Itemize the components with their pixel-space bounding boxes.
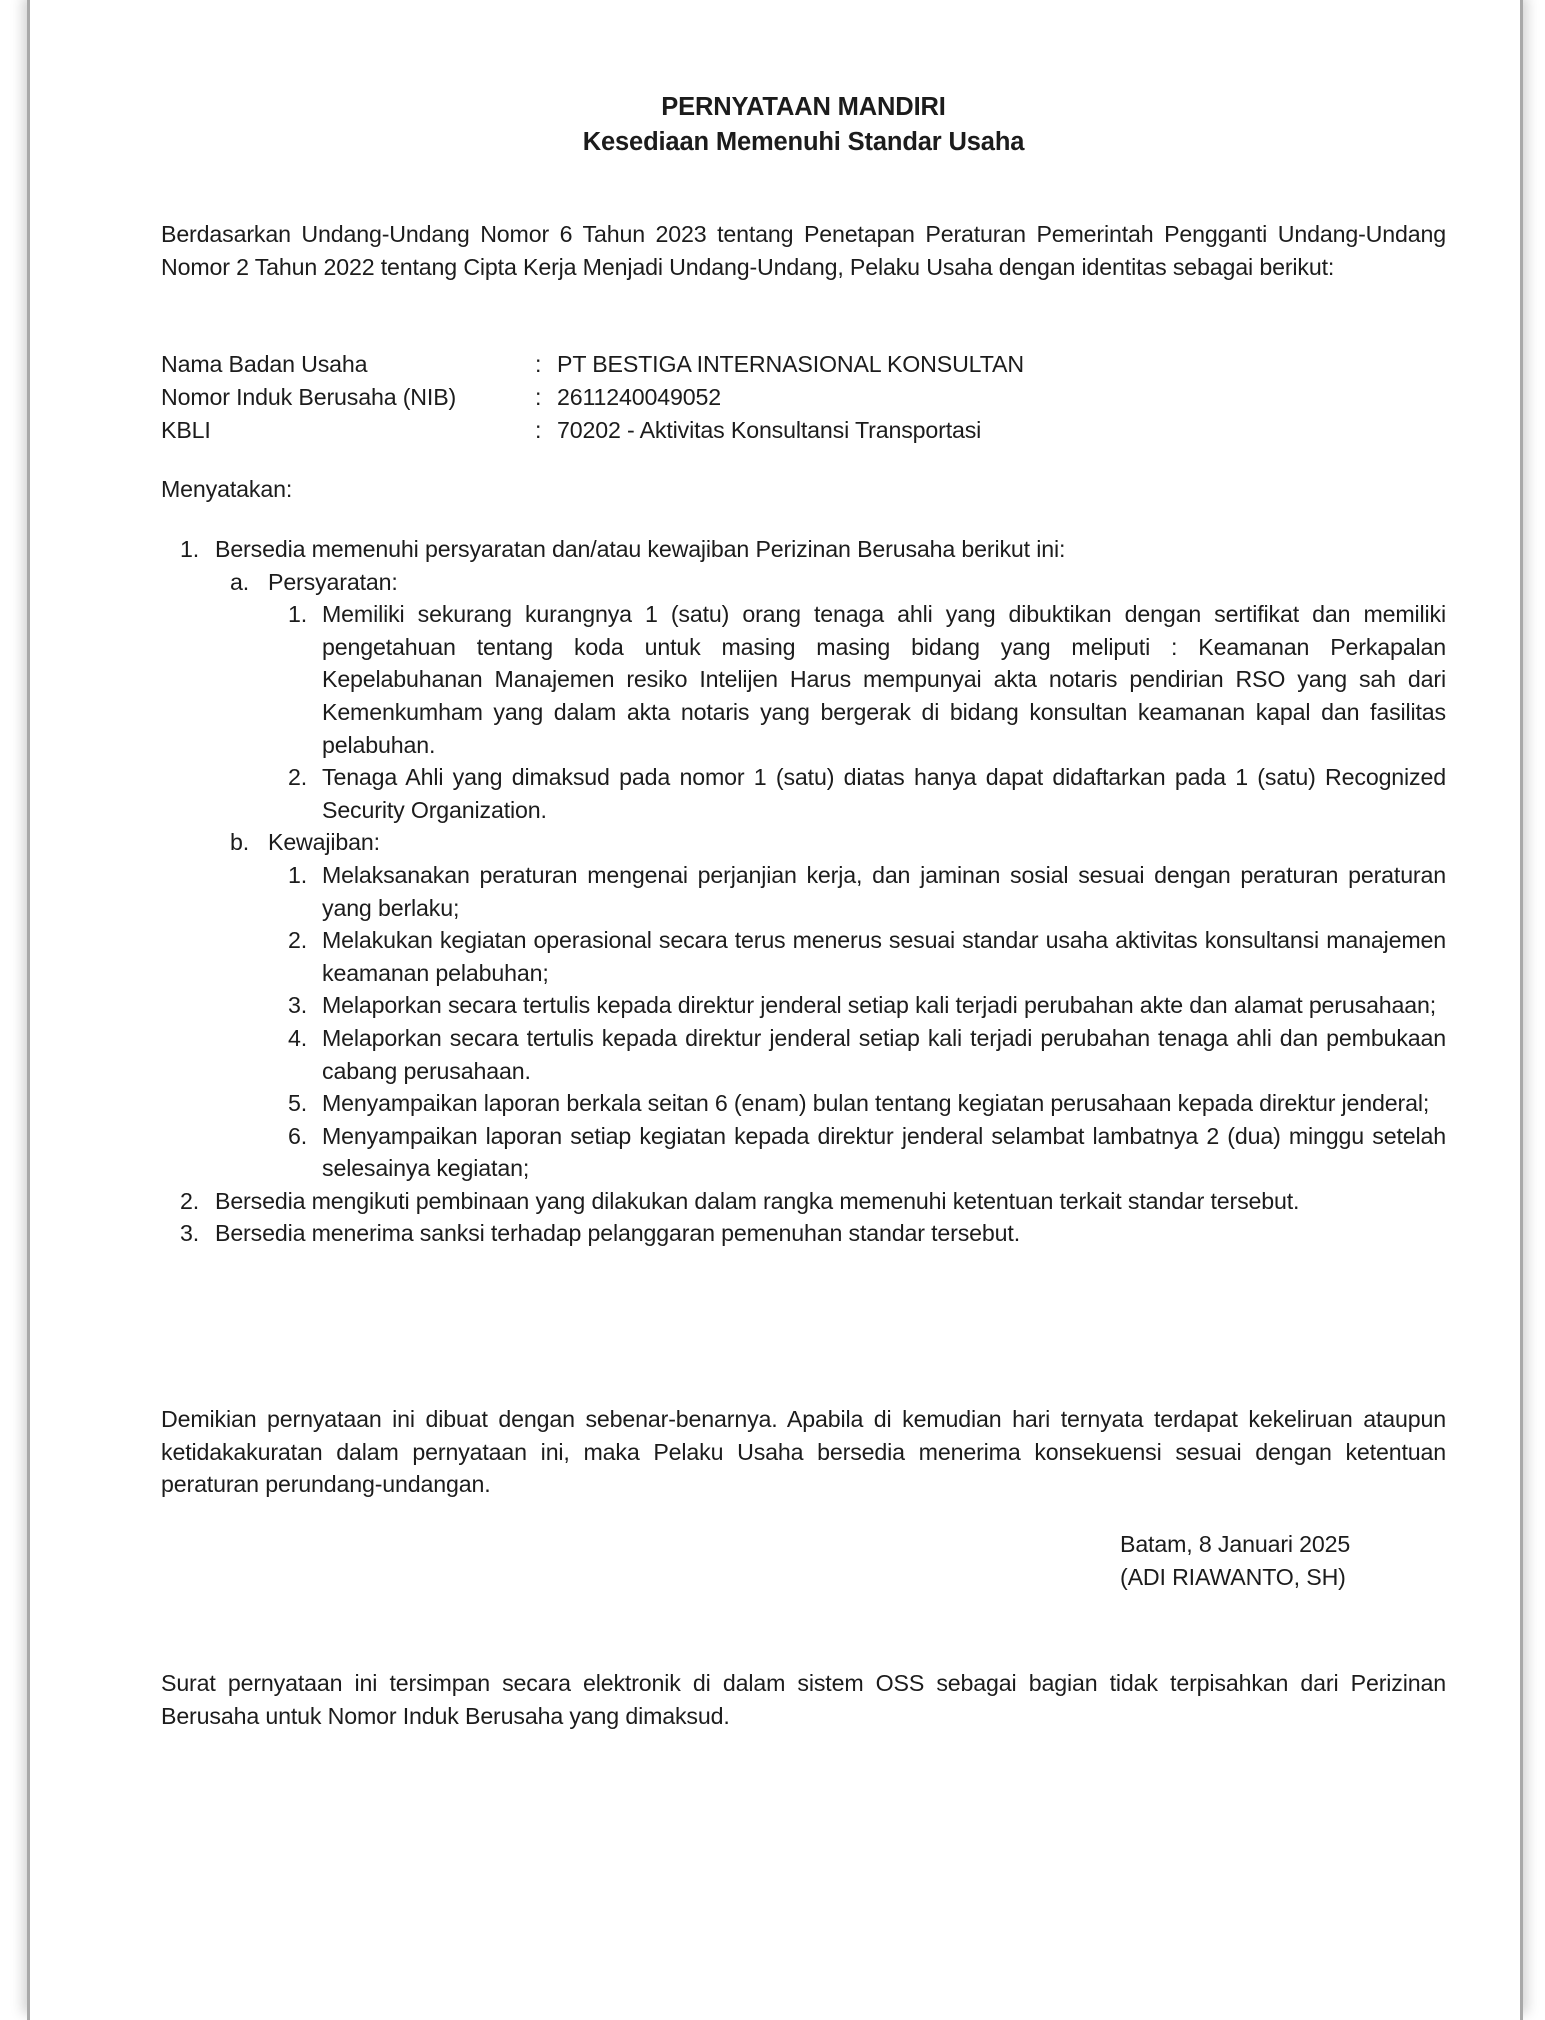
statement-text: Bersedia menerima sanksi terhadap pelanggaran pemenuhan standar tersebut. (215, 1220, 1020, 1247)
obligation-item (161, 989, 1446, 1022)
obligation-item (161, 1022, 1446, 1087)
closing-paragraph: Demikian pernyataan ini dibuat dengan sebenar-benarnya. Apabila di kemudian hari ternyata terdapat kekeliruan ataupun ketidakakuratan dalam pernyataan ini, maka Pelaku Usaha bersedia menerima konsekuensi sesuai dengan ketentuan peraturan perundang-undangan. (161, 1406, 1446, 1498)
document-subtitle: Kesediaan Memenuhi Standar Usaha (582, 128, 1025, 156)
list-marker: a. (230, 568, 250, 595)
section-heading: Persyaratan: (268, 568, 398, 595)
requirement-item (161, 598, 1446, 761)
document-title: PERNYATAAN MANDIRI (661, 93, 946, 121)
identity-row-nib (161, 381, 1446, 414)
statement-item (161, 533, 1446, 566)
list-marker: b. (230, 829, 250, 856)
intro-paragraph: Berdasarkan Undang-Undang Nomor 6 Tahun 2023 tentang Penetapan Peraturan Pemerintah Pengganti Undang-Undang Nomor 2 Tahun 2022 tentang Cipta Kerja Menjadi Undang-Undang, Pelaku Usaha dengan identitas sebagai berikut: (161, 221, 1446, 280)
list-marker: 6. (288, 1122, 308, 1149)
statement-text: Bersedia memenuhi persyaratan dan/atau kewajiban Perizinan Berusaha berikut ini: (215, 536, 1066, 562)
obligation-text: Menyampaikan laporan setiap kegiatan kepada direktur jenderal selambat lambatnya 2 (dua) minggu setelah selesainya kegiatan; (322, 1122, 1446, 1182)
section-requirements (161, 566, 1446, 599)
list-marker: 4. (288, 1024, 308, 1051)
identity-label: KBLI (161, 417, 211, 443)
list-marker: 1. (288, 861, 308, 888)
identity-label: Nomor Induk Berusaha (NIB) (161, 384, 457, 410)
requirement-text: Memiliki sekurang kurangnya 1 (satu) orang tenaga ahli yang dibuktikan dengan sertifikat dan memiliki pengetahuan tentang koda untuk masing masing bidang yang meliputi : Keamanan Perkapalan Kepelabuhanan Manajemen resiko Intelijen Harus mempunyai akta notaris pendirian RSO yang sah dari Kemenkumham yang dalam akta notaris yang bergerak di bidang konsultan keamanan kapal dan fasilitas pelabuhan. (322, 601, 1446, 758)
identity-row-business-name (161, 348, 1446, 381)
footer-note: Surat pernyataan ini tersimpan secara elektronik di dalam sistem OSS sebagai bagian tidak terpisahkan dari Perizinan Berusaha untuk Nomor Induk Berusaha yang dimaksud. (161, 1670, 1446, 1729)
document-page (27, 0, 1523, 2020)
list-marker: 1. (288, 601, 308, 628)
statement-list (161, 533, 1446, 1250)
statement-text: Bersedia mengikuti pembinaan yang dilakukan dalam rangka memenuhi ketentuan terkait standar tersebut. (215, 1187, 1300, 1214)
section-obligations (161, 826, 1446, 859)
obligation-item (161, 924, 1446, 989)
statement-item (161, 1217, 1446, 1250)
list-marker: 2. (180, 1187, 200, 1214)
identity-separator: : (535, 384, 542, 410)
signature-place-date: Batam, 8 Januari 2025 (1120, 1531, 1351, 1557)
statement-item (161, 1185, 1446, 1218)
identity-table (161, 348, 1446, 447)
list-marker: 2. (288, 764, 308, 791)
identity-separator: : (535, 351, 542, 377)
obligation-text: Melaporkan secara tertulis kepada direktur jenderal setiap kali terjadi perubahan akte dan alamat perusahaan; (322, 992, 1437, 1019)
obligation-item (161, 1120, 1446, 1185)
identity-label: Nama Badan Usaha (161, 351, 368, 377)
list-marker: 3. (180, 1220, 200, 1247)
identity-row-kbli (161, 414, 1446, 447)
title-block (161, 90, 1446, 160)
declares-label: Menyatakan: (161, 476, 293, 502)
list-marker: 2. (288, 927, 308, 954)
obligation-item (161, 1087, 1446, 1120)
identity-value: PT BESTIGA INTERNASIONAL KONSULTAN (557, 351, 1024, 377)
list-marker: 5. (288, 1090, 308, 1117)
identity-separator: : (535, 417, 542, 443)
obligation-item (161, 859, 1446, 924)
signature-block (1120, 1528, 1350, 1594)
section-heading: Kewajiban: (268, 829, 380, 856)
obligation-text: Menyampaikan laporan berkala seitan 6 (enam) bulan tentang kegiatan perusahaan kepada direktur jenderal; (322, 1090, 1430, 1117)
requirement-text: Tenaga Ahli yang dimaksud pada nomor 1 (satu) diatas hanya dapat didaftarkan pada 1 (satu) Recognized Security Organization. (322, 764, 1446, 823)
list-marker: 3. (288, 992, 308, 1019)
identity-value: 2611240049052 (557, 384, 721, 410)
signatory-name: (ADI RIAWANTO, SH) (1120, 1564, 1346, 1590)
identity-value: 70202 - Aktivitas Konsultansi Transportasi (557, 417, 982, 443)
obligation-text: Melaksanakan peraturan mengenai perjanjian kerja, dan jaminan sosial sesuai dengan peraturan peraturan yang berlaku; (322, 861, 1446, 921)
obligation-text: Melakukan kegiatan operasional secara terus menerus sesuai standar usaha aktivitas konsultansi manajemen keamanan pelabuhan; (322, 927, 1446, 986)
list-marker: 1. (180, 536, 200, 562)
obligation-text: Melaporkan secara tertulis kepada direktur jenderal setiap kali terjadi perubahan tenaga ahli dan pembukaan cabang perusahaan. (322, 1024, 1446, 1084)
requirement-item (161, 761, 1446, 826)
